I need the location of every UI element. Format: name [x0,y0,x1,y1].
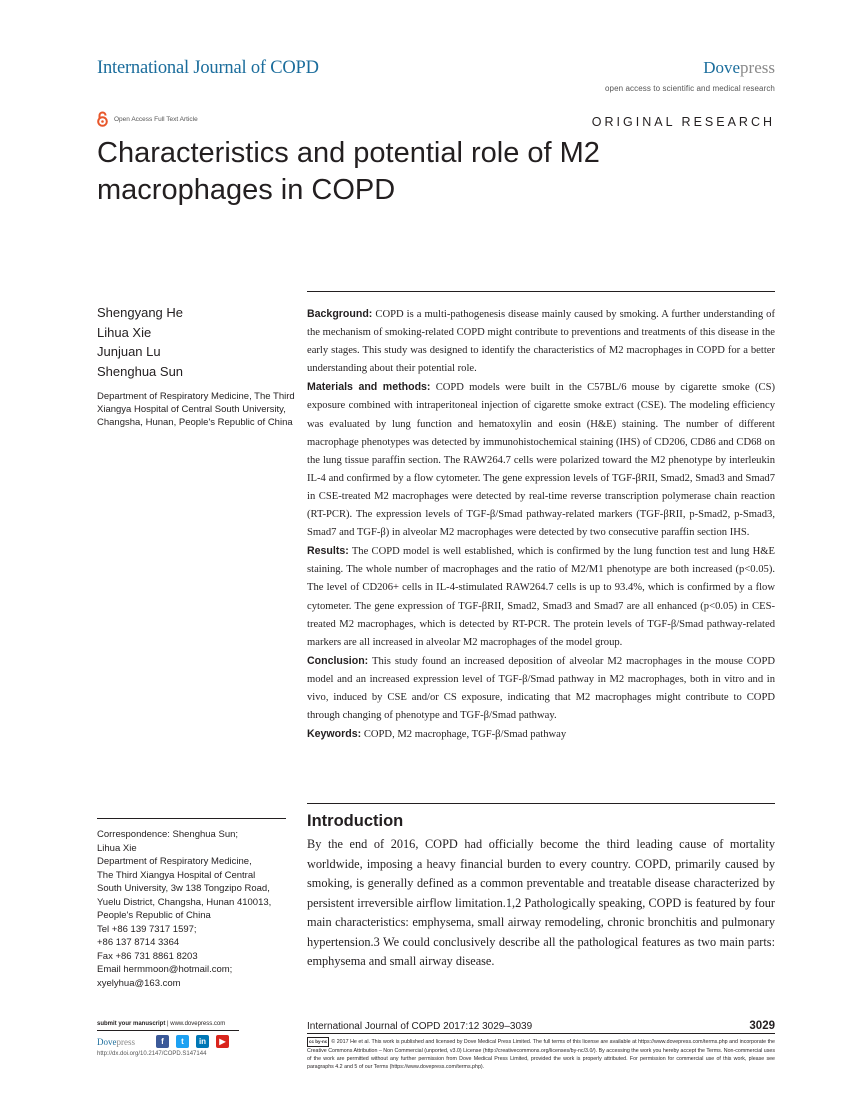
correspondence-block [97,828,297,990]
license-notice [307,1037,775,1071]
abstract-label: Materials and methods: [307,381,431,394]
open-access-icon [97,111,108,127]
abstract-background [307,305,775,378]
correspondence-line: The Third Xiangya Hospital of Central [97,869,256,881]
open-access-label: Open Access Full Text Article [114,115,198,123]
linkedin-icon[interactable]: in [196,1035,209,1048]
abstract-label: Keywords: [307,728,362,741]
abstract-label: Results: [307,545,349,558]
correspondence-line: +86 137 8714 3364 [97,937,180,948]
section-heading-introduction: Introduction [307,812,404,830]
publisher-block [605,58,775,93]
abstract-conclusion [307,652,775,725]
abstract-label: Background: [307,308,373,320]
keywords-text: COPD, M2 macrophage, TGF-β/Smad pathway [363,729,567,741]
license-text: © 2017 He et al. This work is published and licensed by Dove Medical Press Limited. The full terms of this license are available at https://www.dovepress.com/terms.php and incorporate the Creative Commons Attribution – Non Commercial (unported, v3.0) License (http://creativecommons.org/licenses/by-nc/3.0/). By accessing the work you hereby accept the Terms. Non-commercial uses of the work are permitted without any further permission from Dove Medical Press Limited, provided the work is properly attributed. For permission for commercial use of this work, please see paragraphs 4.2 and 5 of our Terms (https://www.dovepress.com/terms.php). [307,1039,775,1071]
correspondence-line: Yuelu District, Changsha, Hunan 410013, [97,896,272,908]
correspondence-line: Correspondence: Shenghua Sun; [97,829,239,840]
footer-citation: International Journal of COPD 2017:12 3029–3039 [307,1021,533,1032]
divider [307,803,775,804]
journal-title[interactable]: International Journal of COPD [97,58,319,78]
publisher-tagline: open access to scientific and medical research [604,84,775,93]
correspondence-line: Lihua Xie [97,842,137,854]
correspondence-line: South University, 3w 138 Tongzipo Road, [97,883,270,894]
footer-publisher [97,1021,297,1057]
author-name[interactable]: Junjuan Lu [97,344,161,359]
abstract-text: COPD is a multi-pathogenesis disease mainly caused by smoking. A further understanding of the mechanism of smoking-related COPD might contribute to preventions and treatments of this disease in the early stages. This study was designed to identify the characteristics of M2 macrophages in COPD for a better understanding about their potential role. [307,309,775,375]
footer-brand [97,1035,297,1048]
publisher-name-primary: Dove [703,58,741,77]
publisher-name-secondary: press [740,58,775,77]
abstract-label: Conclusion: [307,654,369,667]
submit-manuscript-link[interactable] [97,1021,239,1031]
divider [307,1033,775,1034]
footer-logo-primary: Dove [97,1036,117,1047]
publisher-logo[interactable] [605,58,775,78]
abstract-methods [307,378,775,542]
cc-license-icon[interactable]: cc by-nc [307,1037,329,1047]
abstract-text: This study found an increased deposition of alveolar M2 macrophages in the mouse COPD model and an increased expression level of TGF-β/Smad pathway in M2 macrophages, both in vitro and in vivo, induced by CSE and/or CS exposure, indicating that M2 macrophages might contribute to COPD through changing of phenotype and TGF-β/Smad pathway. [307,655,775,722]
abstract-results [307,542,775,652]
abstract [307,305,775,744]
author-name[interactable]: Lihua Xie [97,324,152,340]
facebook-icon[interactable]: f [156,1035,169,1048]
divider [97,818,286,819]
correspondence-line: Tel +86 139 7317 1597; [97,923,197,935]
author-name[interactable]: Shengyang He [97,305,184,320]
open-access-badge [97,111,198,127]
correspondence-line: Department of Respiratory Medicine, [97,856,252,867]
doi-link[interactable]: http://dx.doi.org/10.2147/COPD.S147144 [97,1051,207,1057]
abstract-text: COPD models were built in the C57BL/6 mouse by cigarette smoke (CS) exposure combined with intraperitoneal injection of cigarette smoke extract (CSE). The modeling efficiency was evaluated by lung function and hematoxylin and eosin (H&E) staining. The number of different macrophage phenotypes was detected by immunohistochemical staining (IHS) of CD206, CD86 and CD68 on the lung tissue paraffin section. The RAW264.7 cells were polarized toward the M2 phenotype by interleukin IL-4 and confirmed by a flow cytometer. The gene expression levels of TGF-βRII, Smad2, Smad3 and Smad7 in CSE-treated M2 macrophages were detected by real-time reverse transcription polymerase chain reaction (RT-PCR). The expression levels of TGF-β/Smad pathway-related markers (TGF-βRII, p-Smad2, p-Smad3, Smad7 and TGF-β) in alveolar M2 macrophages were detected by two consecutive paraffin section IHS. [307,382,775,539]
submit-url: | www.dovepress.com [165,1021,226,1027]
correspondence-line: Fax +86 731 8861 8203 [97,950,198,962]
introduction-body: By the end of 2016, COPD had officially become the third leading cause of mortality worldwide, imposing a heavy financial burden to every country. COPD, primarily caused by smoking, is generally defined as a common preventable and treatable disease characterized by persistent irreversible airflow limitation.1,2 Pathologically speaking, COPD is featured by four main characteristics: emphysema, small airway remodeling, chronic bronchitis and pulmonary hypertension.3 We could conclusively describe all the pathological features as two main parts: emphysema and small airway disease. [307,837,775,968]
author-name[interactable]: Shenghua Sun [97,363,184,379]
article-title: Characteristics and potential role of M2 macrophages in COPD [97,137,600,206]
abstract-keywords [307,725,775,744]
footer-logo-secondary: press [116,1036,135,1047]
footer-logo[interactable] [97,1037,149,1047]
submit-label: submit your manuscript [97,1021,166,1027]
author-affiliation: Department of Respiratory Medicine, The Third Xiangya Hospital of Central South University, Changsha, Hunan, People's Republic of China [97,391,295,428]
section-label: ORIGINAL RESEARCH [591,115,775,129]
author-list [97,303,183,381]
correspondence-line: People's Republic of China [97,910,211,921]
page-number: 3029 [749,1020,775,1032]
youtube-icon[interactable]: ▶ [216,1035,229,1048]
divider [307,291,775,292]
correspondence-email[interactable]: xyelyhua@163.com [97,977,181,989]
twitter-icon[interactable]: t [176,1035,189,1048]
abstract-text: The COPD model is well established, which is confirmed by the lung function test and lung H&E staining. The whole number of macrophages and the ratio of M2/M1 phenotype are both increased (p<0.05). The level of CD206+ cells in IL-4-stimulated RAW264.7 cells is up to 93.4%, which is confirmed by a flow cytometer. The gene expression of TGF-βRII, Smad2, Smad3 and Smad7 are all enhanced (p<0.05) in CES-treated M2 macrophages, which is detected by RT-PCR. The protein levels of TGF-β/Smad pathway-related markers are all increased in alveolar M2 macrophages of the model group. [307,546,775,648]
correspondence-email[interactable]: Email hermmoon@hotmail.com; [97,964,233,975]
